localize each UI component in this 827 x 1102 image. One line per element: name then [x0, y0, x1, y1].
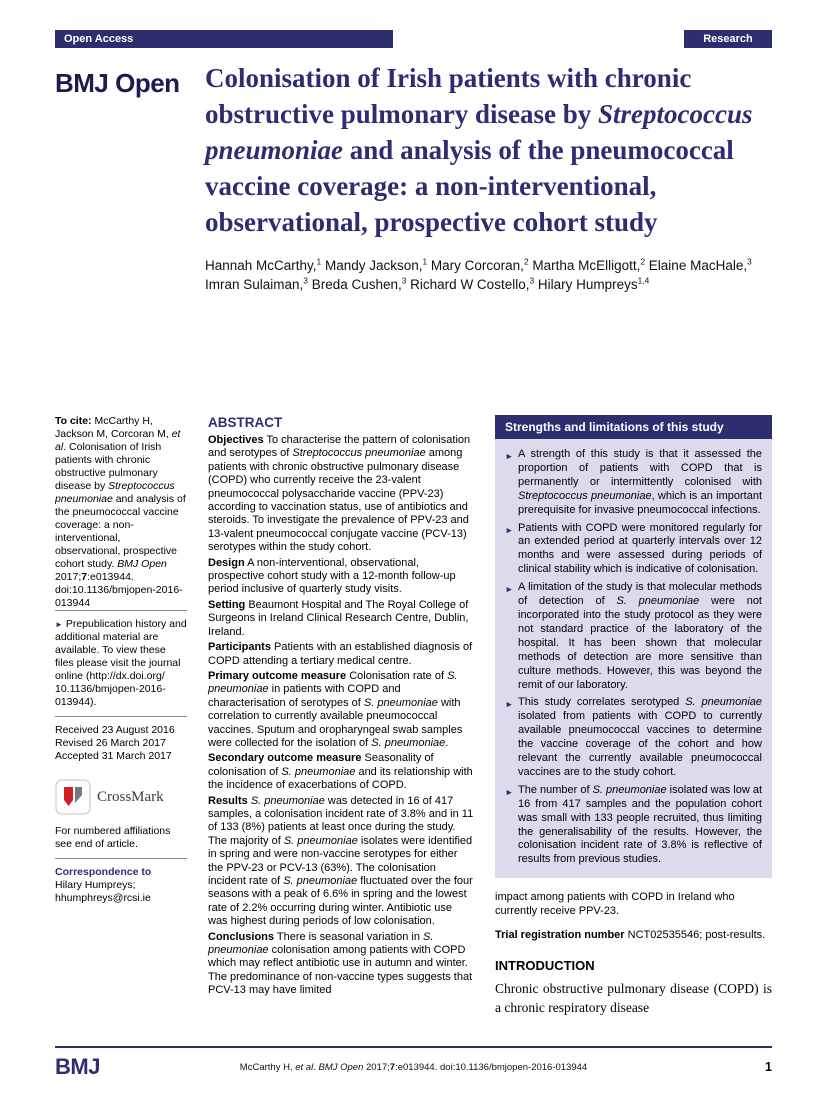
- article-dates: [55, 716, 187, 763]
- arrow-bullet-icon: ►: [505, 786, 514, 797]
- strengths-heading: Strengths and limitations of this study: [495, 415, 772, 439]
- abstract-conclusions: Conclusions There is seasonal variation in S. pneumoniae colonisation among patients with COPD which may reflect antibiotic use in autumn and winter. The predominance of non-vaccine types suggests that PCV-13 may have limited: [208, 930, 473, 997]
- strengths-item: ► The number of S. pneumoniae isolated was low at 16 from 417 samples and the population cohort was small with 133 people recruited, thus limiting the generalisability of the results. However, the colonisation incident rate of 3.8% is reflective of results from previous studies.: [505, 783, 762, 866]
- trial-registration-number: NCT02535546; post-results.: [627, 929, 766, 942]
- research-banner: [684, 30, 772, 48]
- prepublication-text: Prepublication history and additional material are available. To view these files please visit the journal online (http://dx.doi.org/ 10.1136/bmjopen-2016-013944).: [55, 618, 187, 708]
- abstract-secondary-outcome: Secondary outcome measure Seasonality of colonisation of S. pneumoniae and its relationship with the incidence of exacerbations of COPD.: [208, 752, 473, 792]
- open-access-banner: [55, 30, 393, 48]
- page-number: 1: [765, 1060, 772, 1074]
- received-date: Received 23 August 2016: [55, 724, 175, 736]
- prepublication-note: [55, 610, 187, 709]
- arrow-bullet-icon: ►: [505, 584, 514, 595]
- masthead: [55, 60, 772, 294]
- affiliations-note: For numbered affiliations see end of article.: [55, 825, 171, 850]
- abstract-section: [208, 415, 474, 1047]
- introduction-text: Chronic obstructive pulmonary disease (COPD) is a chronic respiratory disease: [495, 980, 772, 1015]
- page-footer: [55, 1046, 772, 1080]
- abstract-heading: ABSTRACT: [208, 415, 283, 430]
- trial-registration: [495, 929, 772, 943]
- footer-citation: McCarthy H, et al. BMJ Open 2017;7:e013944. doi:10.1136/bmjopen-2016-013944: [239, 1061, 588, 1073]
- abstract-continuation: impact among patients with COPD in Ireland who currently receive PPV-23.: [495, 891, 735, 917]
- to-cite-label: To cite:: [55, 415, 92, 427]
- footer-divider: [55, 1046, 772, 1048]
- open-access-label: Open Access: [64, 33, 134, 45]
- strengths-item: ► This study correlates serotyped S. pneumoniae isolated from patients with COPD to currently available pneumococcal vaccines to determine the vaccine coverage of the cohort and how relevant the currently available pneumococcal vaccines are to the study cohort.: [505, 696, 763, 778]
- strengths-item: ► A strength of this study is that it assessed the proportion of patients with COPD that is permanently or intermittently colonised with Streptococcus pneumoniae, which is an important prerequisite for invasive pneumococcal infections.: [505, 448, 762, 516]
- correspondence-text: Hilary Humpreys; hhumphreys@rcsi.ie: [55, 879, 151, 904]
- content-columns: [55, 415, 772, 1047]
- to-cite-text: McCarthy H, Jackson M, Corcoran M, et al. Colonisation of Irish patients with chronic obstructive pulmonary disease by Streptococcus pneumoniae and analysis of the pneumococcal vaccine coverage: a non-interventional, observational, prospective cohort study. BMJ Open 2017;7:e013944. doi:10.1136/bmjopen-2016-013944: [55, 415, 186, 609]
- revised-date: Revised 26 March 2017: [55, 737, 166, 749]
- crossmark-label: CrossMark: [97, 788, 164, 805]
- abstract-results: Results S. pneumoniae was detected in 16 of 417 samples, a colonisation incident rate of 3.8% and in 11 of 133 (8%) patients at least once during the study. The majority of S. pneumoniae isolates were identified in spring and were non-vaccine serotypes for either the PPV-23 or PCV-13 (63%). The colonisation incident rate of S. pneumoniae fluctuated over the four seasons with a peak of 6.6% in spring and the lowest rate of 2.2% occurring during winter. Antibiotic use was highest during periods of low colonisation.: [208, 794, 474, 928]
- abstract-setting: Setting Beaumont Hospital and The Royal College of Surgeons in Ireland Clinical Research Centre, Dublin, Ireland.: [208, 598, 469, 638]
- citation-note: [55, 415, 187, 610]
- abstract-design: Design A non-interventional, observational, prospective cohort study with a 12-month follow-up period inclusive of quarterly study visits.: [208, 556, 456, 596]
- abstract-participants: Participants Patients with an established diagnosis of COPD attending a tertiary medical centre.: [208, 641, 473, 667]
- author-list: Hannah McCarthy,$^1$ Mandy Jackson,$^1$ Mary Corcoran,$^2$ Martha McElligott,$^2$ Elaine MacHale,$^3$ Imran Sulaiman,$^3$ Breda Cushen,$^3$ Richard W Costello,$^3$ Hilary Humpreys$^{1,4}$: [205, 256, 752, 292]
- article-title: Colonisation of Irish patients with chronic obstructive pulmonary disease by Streptococcus pneumoniae and analysis of the pneumococcal vaccine coverage: a non-interventional, observational, prospective cohort study: [205, 63, 753, 237]
- strengths-item: ► Patients with COPD were monitored regularly for an extended period at quarterly intervals over 12 months and were assessed during periods of clinical stability which is indicative of colonisation.: [505, 521, 762, 576]
- arrow-bullet-icon: ►: [505, 524, 514, 535]
- bmj-open-logo: BMJ Open: [55, 68, 180, 98]
- arrow-bullet-icon: ►: [505, 451, 514, 461]
- arrow-bullet-icon: ►: [55, 620, 63, 629]
- abstract-objectives: Objectives To characterise the pattern of colonisation and serotypes of Streptococcus pneumoniae among patients with chronic obstructive pulmonary disease (COPD) who currently receive the 23-valent pneumococcal polysaccharide vaccine (PPV-23) according to vaccination status, use of antibiotics and steroids. To investigate the prevalence of PPV-23 and 13-valent pneumococcal conjugate vaccine (PCV-13) serotypes within the study cohort.: [208, 434, 471, 554]
- arrow-bullet-icon: ►: [505, 699, 514, 710]
- crossmark-logo[interactable]: [55, 779, 187, 815]
- strengths-item: ► A limitation of the study is that molecular methods of detection of S. pneumoniae were not incorporated into the study protocol as they were not standard practice of the laboratory of the hospital. It has been shown that molecular methods of detection are more sensitive than culture methods. However, this was beyond the remit of our laboratory.: [505, 581, 762, 691]
- research-label: Research: [703, 33, 753, 45]
- correspondence-label: Correspondence to: [55, 866, 152, 878]
- right-column: [495, 415, 772, 1047]
- abstract-primary-outcome: Primary outcome measure Colonisation rate of S. pneumoniae in patients with COPD and characterisation of serotypes of S. pneumoniae with correlation to currently available pneumococcal vaccines. Sputum and oropharyngeal swab samples were collected for the isolation of S. pneumoniae.: [208, 669, 463, 749]
- accepted-date: Accepted 31 March 2017: [55, 750, 172, 762]
- top-header: [55, 30, 772, 48]
- introduction-heading: INTRODUCTION: [495, 957, 595, 973]
- strengths-box: [495, 415, 772, 878]
- left-sidebar: [55, 415, 187, 1047]
- crossmark-icon: [55, 779, 91, 815]
- correspondence-block: [55, 858, 187, 905]
- strengths-body: [495, 439, 772, 878]
- trial-registration-label: Trial registration number: [495, 929, 625, 942]
- bmj-logo: BMJ: [55, 1054, 100, 1079]
